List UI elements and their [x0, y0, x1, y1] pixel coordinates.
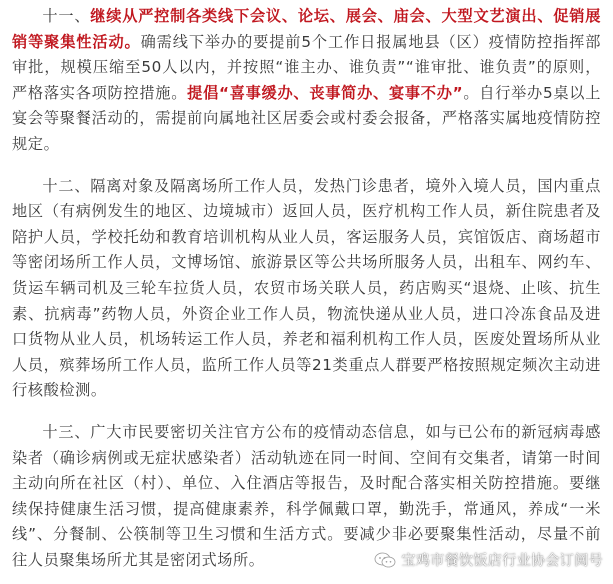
watermark-text: 宝鸡市餐饮饭店行业协会订阅号	[401, 553, 603, 569]
paragraph-12	[12, 174, 601, 404]
paragraph-11	[12, 4, 601, 158]
paragraph-11-emphasis-control-gatherings: 继续从严控制各类线下会议、论坛、展会、庙会、大型文艺演出、促销展销等聚集性活动。	[12, 7, 601, 51]
paragraph-11-approval-text: 确需线下举办的要提前5个工作日报属地县（区）疫情防控指挥部审批，规模压缩至50人以内，并按照“谁主办、谁负责”“谁审批、谁负责”的原则，严格落实各项防控措施。	[12, 32, 601, 102]
paragraph-13-text: 十三、广大市民要密切关注官方公布的疫情动态信息，如与已公布的新冠病毒感染者（确诊病例或无症状感染者）活动轨迹在同一时间、空间有交集者，请第一时间主动向所在社区（村）、单位、入住酒店等报告，及时配合落实相关防控措施。要继续保持健康生活习惯，提高健康素养，科学佩戴口罩，勤洗手，常通风，养成“一米线”、分餐制、公筷制等卫生习惯和生活方式。要减少非必要聚集性活动，尽量不前往人员聚集场所尤其是密闭式场所。	[12, 422, 601, 569]
paragraph-11-emphasis-weddings-funerals: 提倡“喜事缓办、丧事简办、宴事不办”	[187, 83, 464, 102]
paragraph-11-banquet-text: 。自行举办5桌以上宴会等聚餐活动的，需提前向属地社区居委会或村委会报备，严格落实属地疫情防控规定。	[12, 83, 601, 153]
paragraph-13	[12, 420, 601, 574]
paragraph-11-number: 十一、	[42, 7, 91, 25]
paragraph-12-text: 十二、隔离对象及隔离场所工作人员，发热门诊患者，境外入境人员，国内重点地区（有病例发生的地区、边境城市）返回人员，医疗机构工作人员，新住院患者及陪护人员，学校托幼和教育培训机构从业人员，客运服务人员，宾馆饭店、商场超市等密闭场所工作人员，文博场馆、旅游景区等公共场所服务人员，出租车、网约车、货运车辆司机及三轮车拉货人员，农贸市场关联人员，药店购买“退烧、止咳、抗生素、抗病毒”药物人员，外资企业工作人员，物流快递从业人员，进口冷冻食品及进口货物从业人员，机场转运工作人员，养老和福利机构工作人员，医废处置场所从业人员，殡葬场所工作人员，监所工作人员等21类重点人群要严格按照规定频次主动进行核酸检测。	[12, 176, 601, 400]
